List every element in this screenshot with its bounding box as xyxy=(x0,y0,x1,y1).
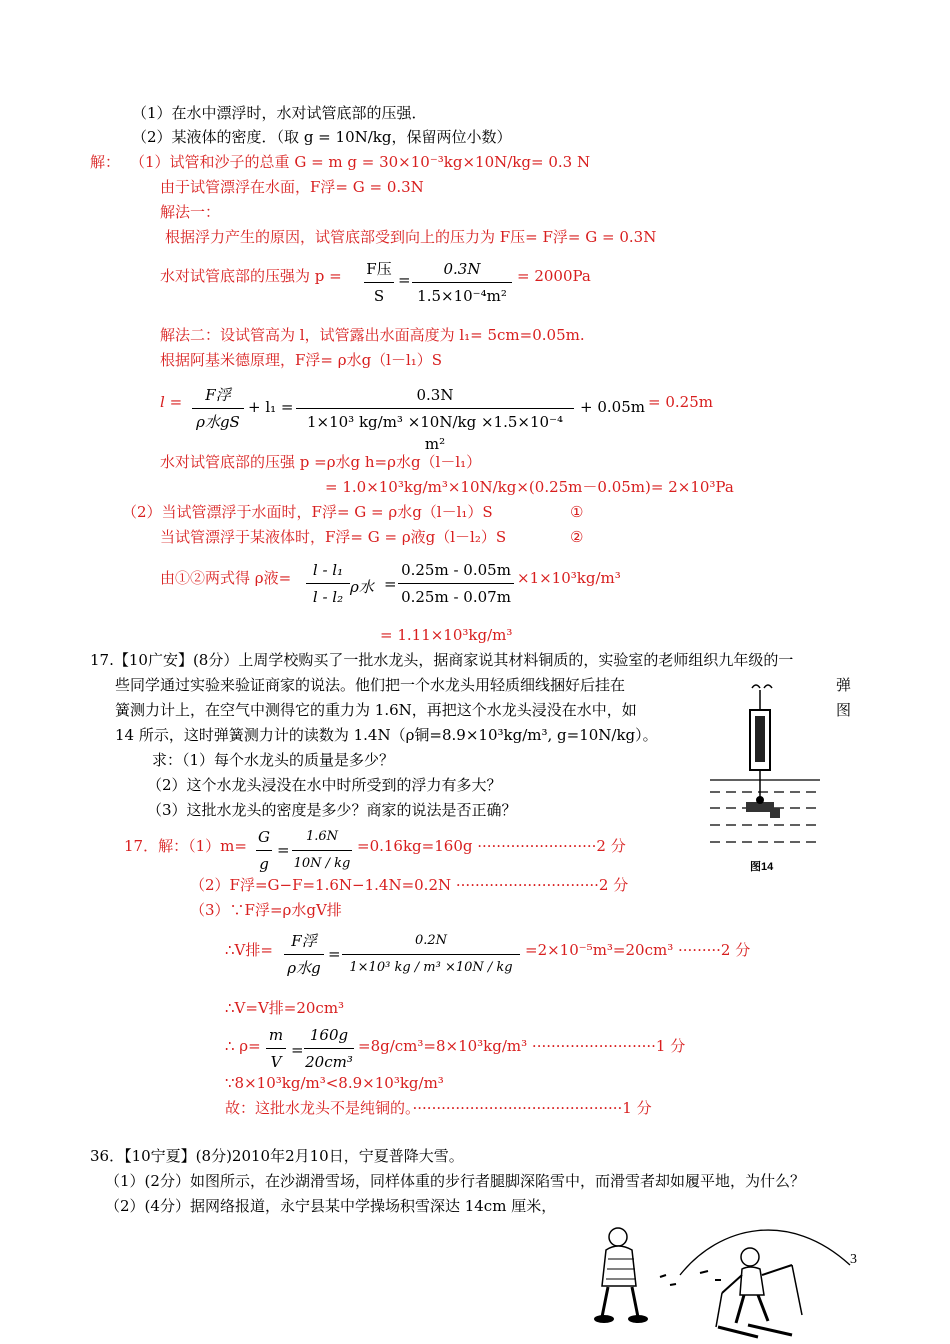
marker-1: ① xyxy=(570,503,584,521)
q17-buoyancy: （2）F浮=G−F=1.6N−1.4N=0.2N ······························2 分 xyxy=(190,876,629,894)
faucet-in-water-figure xyxy=(700,680,830,880)
q17-volume-result: =2×10⁻⁵m³=20cm³ ·········2 分 xyxy=(525,941,751,959)
q36-heading: 36．【10宁夏】(8分)2010年2月10日，宁夏普降大雪。 xyxy=(90,1147,464,1165)
fraction-density-values: 160g 20cm³ xyxy=(305,1026,353,1071)
q17-since-formula: （3）∵F浮=ρ水gV排 xyxy=(190,901,342,919)
equals-sign-3: = xyxy=(277,841,290,859)
q16-part2-eq1: （2）当试管漂浮于水面时，F浮= G = ρ水g（l－l₁）S xyxy=(122,503,493,521)
q16-pressure-formula: 水对试管底部的压强 p =ρ水g h=ρ水g（l－l₁） xyxy=(160,453,482,471)
q17-conclusion: 故：这批水龙头不是纯铜的。············································1 分 xyxy=(225,1099,652,1117)
solution-label: 解： xyxy=(90,153,121,171)
plus-l1: + l₁ = xyxy=(248,398,294,416)
walker-and-skier-illustration xyxy=(590,1215,860,1344)
plus-005: + 0.05m xyxy=(580,398,645,416)
fraction-pressure-values: 0.3N 1.5×10⁻⁴m² xyxy=(412,258,512,307)
q16-l-result: = 0.25m xyxy=(648,393,713,411)
q17-sol1-label: 17．解：（1）m= xyxy=(124,837,247,855)
fraction-g-over-g: G g xyxy=(256,826,272,875)
page-number: 3 xyxy=(850,1252,857,1267)
q17-heading: 17.【10广安】(8分）上周学校购买了一批水龙头，据商家说其材料铜质的，实验室的老师组织九年级的一 xyxy=(90,651,794,669)
q16-method1-title: 解法一： xyxy=(160,203,221,221)
q17-line2-end: 弹 xyxy=(836,676,852,694)
q16-combine-label: 由①②两式得 ρ液= xyxy=(160,569,292,587)
q16-archimedes: 根据阿基米德原理，F浮= ρ水g（l－l₁）S xyxy=(160,351,443,369)
q16-ask1: （1）在水中漂浮时，水对试管底部的压强． xyxy=(132,104,427,122)
figure-14-caption: 图14 xyxy=(750,861,774,873)
q17-line4: 14 所示，这时弹簧测力计的读数为 1.4N（ρ铜=8.9×10³kg/m³, g=10N/kg）。 xyxy=(115,726,658,744)
q17-ask3: （3）这批水龙头的密度是多少？商家的说法是否正确？ xyxy=(147,801,517,819)
equals-sign-5: = xyxy=(291,1041,304,1059)
q16-pressure-calc: = 1.0×10³kg/m³×10N/kg×(0.25m－0.05m)= 2×10³Pa xyxy=(325,478,734,496)
q17-line3-end: 图 xyxy=(836,701,852,719)
equals-sign-2: = xyxy=(384,575,397,593)
fraction-volume-values: 0.2N 1×10³ kg / m³ ×10N / kg xyxy=(342,930,520,979)
q17-density-result: =8g/cm³=8×10³kg/m³ ··························1 分 xyxy=(358,1037,686,1055)
q16-ask2: （2）某液体的密度．（取 g = 10N/kg，保留两位小数） xyxy=(132,128,512,146)
marker-2: ② xyxy=(570,528,584,546)
fraction-f-over-rhog: F浮 ρ水g xyxy=(284,930,324,979)
fraction-length-values: 0.25m - 0.05m 0.25m - 0.07m xyxy=(398,559,514,608)
q16-l-label: l = xyxy=(160,393,183,411)
q16-step2: 由于试管漂浮在水面，F浮= G = 0.3N xyxy=(160,178,424,196)
q16-method2-intro: 解法二：设试管高为 l，试管露出水面高度为 l₁= 5cm=0.05m. xyxy=(160,326,585,344)
q36-part1: （1）(2分）如图所示，在沙湖滑雪场，同样体重的步行者腿脚深陷雪中，而滑雪者却如履平地，为什么？ xyxy=(105,1172,805,1190)
q17-volume-equal: ∴V=V排=20cm³ xyxy=(225,999,345,1017)
fraction-f-over-rhogs: F浮 ρ水gS xyxy=(192,384,244,433)
rho-water: ρ水 xyxy=(350,578,374,596)
q17-line3: 簧测力计上，在空气中测得它的重力为 1.6N，再把这个水龙头浸没在水中，如 xyxy=(115,701,637,719)
fraction-f-over-s: F压 S xyxy=(364,258,394,307)
equals-sign: = xyxy=(398,271,411,289)
fraction-l-ratio: l - l₁ l - l₂ xyxy=(306,559,350,608)
q17-mass-result: =0.16kg=160g ·························2 分 xyxy=(357,837,626,855)
q16-density-result: = 1.11×10³kg/m³ xyxy=(380,626,513,644)
q16-step4: 根据浮力产生的原因，试管底部受到向上的压力为 F压= F浮= G = 0.3N xyxy=(165,228,657,246)
q16-pressure-result: = 2000Pa xyxy=(517,267,591,285)
fraction-l-values: 0.3N 1×10³ kg/m³ ×10N/kg ×1.5×10⁻⁴ m² xyxy=(296,384,574,455)
q17-ask1: 求：（1）每个水龙头的质量是多少？ xyxy=(152,751,395,769)
q17-line2: 些同学通过实验来验证商家的说法。他们把一个水龙头用轻质细线捆好后挂在 xyxy=(115,676,626,694)
fraction-m-over-v: m V xyxy=(266,1024,286,1073)
fraction-mass-values: 1.6N 10N / kg xyxy=(293,829,351,871)
q17-compare: ∵8×10³kg/m³<8.9×10³kg/m³ xyxy=(225,1074,444,1092)
q16-step1: （1）试管和沙子的总重 G = m g = 30×10⁻³kg×10N/kg= 0.3 N xyxy=(130,153,591,171)
q17-ask2: （2）这个水龙头浸没在水中时所受到的浮力有多大？ xyxy=(147,776,502,794)
equals-sign-4: = xyxy=(328,945,341,963)
q16-part2-eq2: 当试管漂浮于某液体时，F浮= G = ρ液g（l－l₂）S xyxy=(160,528,507,546)
q16-pressure-label: 水对试管底部的压强为 p = xyxy=(160,267,342,285)
q17-density-label: ∴ ρ= xyxy=(225,1037,261,1055)
q17-volume-label: ∴V排= xyxy=(225,941,273,959)
q16-density-factor: ×1×10³kg/m³ xyxy=(517,569,621,587)
q36-part2: （2）(4分）据网络报道，永宁县某中学操场积雪深达 14cm 厘米， xyxy=(105,1197,557,1215)
